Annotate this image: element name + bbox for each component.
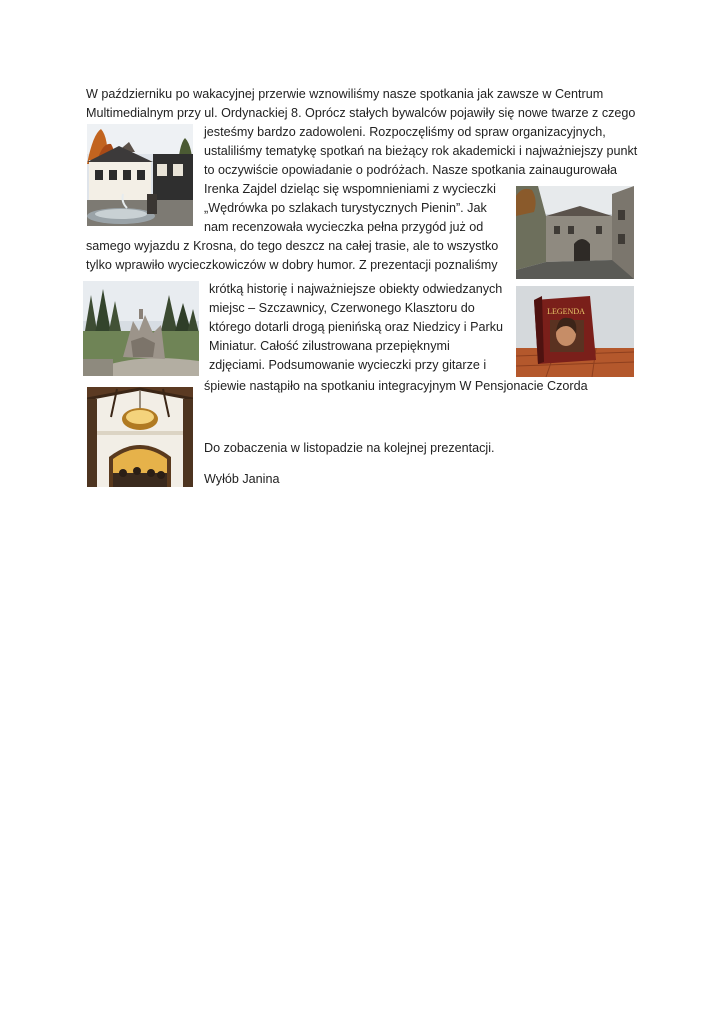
paragraph-line: krótką historię i najważniejsze obiekty odwiedzanych bbox=[209, 282, 503, 296]
paragraph-line: to oczywiście opowiadanie o podróżach. Nasze spotkania zainaugurowała bbox=[204, 163, 618, 177]
photo-town-fountain bbox=[87, 124, 193, 226]
book-cover-title: LEGENDA bbox=[547, 307, 585, 316]
paragraph-line: Multimedialnym przy ul. Ordynackiej 8. Oprócz stałych bywalców pojawiły się nowe twarze z czego bbox=[86, 106, 636, 120]
paragraph-line: zdjęciami. Podsumowanie wycieczki przy gitarze i bbox=[209, 358, 487, 372]
paragraph-line: „Wędrówka po szlakach turystycznych Pienin”. Jak bbox=[204, 201, 487, 215]
photo-miniature-park bbox=[83, 281, 199, 376]
paragraph-line: Irenka Zajdel dzieląc się wspomnieniami z wycieczki bbox=[204, 182, 496, 196]
paragraph-line: miejsc – Szczawnicy, Czerwonego Klasztoru do bbox=[209, 301, 475, 315]
paragraph-line: W październiku po wakacyjnej przerwie wznowiliśmy nasze spotkania jak zawsze w Centrum bbox=[86, 87, 604, 101]
paragraph-line: śpiewie nastąpiło na spotkaniu integracyjnym W Pensjonacie Czorda bbox=[204, 379, 588, 393]
paragraph-line: ustaliliśmy tematykę spotkań na bieżący rok akademicki i najważniejszy punkt bbox=[204, 144, 638, 158]
paragraph-line: tylko wprawiło wycieczkowiczów w dobry humor. Z prezentacji poznaliśmy bbox=[86, 258, 498, 272]
paragraph-line: jesteśmy bardzo zadowoleni. Rozpoczęliśmy od spraw organizacyjnych, bbox=[204, 125, 606, 139]
paragraph-line: którego dotarli drogą pienińską oraz Niedzicy i Parku bbox=[209, 320, 504, 334]
photo-book-cover bbox=[516, 286, 634, 377]
paragraph-line: Miniatur. Całość zilustrowana przepięknymi bbox=[209, 339, 450, 353]
paragraph-line: samego wyjazdu z Krosna, do tego deszcz na całej trasie, ale to wszystko bbox=[86, 239, 499, 253]
paragraph-line: nam recenzowała wycieczka pełna przygód już od bbox=[204, 220, 484, 234]
photo-monastery-courtyard bbox=[516, 186, 634, 279]
photo-interior-chandelier bbox=[87, 387, 193, 487]
closing-line: Do zobaczenia w listopadzie na kolejnej prezentacji. bbox=[204, 441, 495, 455]
signature: Wyłób Janina bbox=[204, 472, 280, 486]
